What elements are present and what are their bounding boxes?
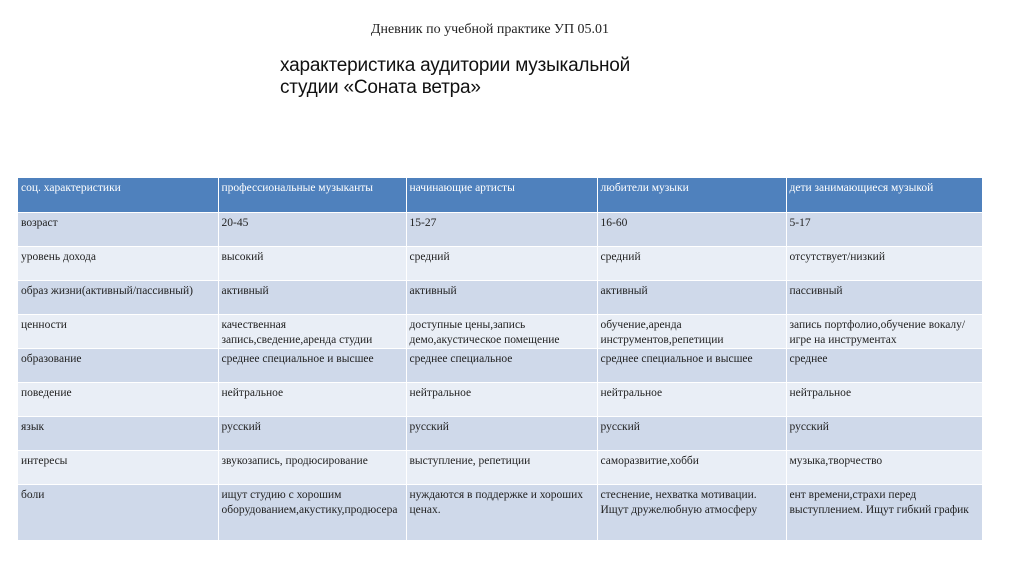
table-row [18,417,982,451]
title-line-1: характеристика аудитории музыкальной [280,55,631,76]
table-cell: среднее [786,349,982,383]
table-cell: отсутствует/низкий [786,247,982,281]
row-label: уровень дохода [18,247,218,281]
table-cell: 16-60 [597,213,786,247]
table-cell: русский [218,417,406,451]
table-cell: нейтральное [218,383,406,417]
header-cell: любители музыки [597,178,786,213]
table-header-row [18,178,982,213]
table-cell: саморазвитие,хобби [597,451,786,485]
row-label: образ жизни(активный/пассивный) [18,281,218,315]
table-cell: ент времени,страхи перед выступлением. Ищут гибкий график [786,485,982,541]
header-cell: соц. характеристики [18,178,218,213]
table-cell: качественная запись,сведение,аренда студии [218,315,406,349]
table-cell: запись портфолио,обучение вокалу/игре на инструментах [786,315,982,349]
row-label: боли [18,485,218,541]
table-cell: среднее специальное и высшее [597,349,786,383]
row-label: возраст [18,213,218,247]
table-cell: обучение,аренда инструментов,репетиции [597,315,786,349]
page-header: Дневник по учебной практике УП 05.01 [370,22,610,37]
table-cell: 15-27 [406,213,597,247]
table-cell: пассивный [786,281,982,315]
table-cell: звукозапись, продюсирование [218,451,406,485]
table-cell: активный [597,281,786,315]
table-cell: нуждаются в поддержке и хороших ценах. [406,485,597,541]
table-row [18,281,982,315]
table-cell: нейтральное [597,383,786,417]
table-row [18,213,982,247]
table-row [18,451,982,485]
table-cell: среднее специальное [406,349,597,383]
row-label: интересы [18,451,218,485]
audience-table [18,178,982,541]
row-label: образование [18,349,218,383]
table-cell: русский [406,417,597,451]
table-cell: нейтральное [786,383,982,417]
table-cell: музыка,творчество [786,451,982,485]
table-cell: нейтральное [406,383,597,417]
table-cell: среднее специальное и высшее [218,349,406,383]
row-label: поведение [18,383,218,417]
table-cell: русский [786,417,982,451]
table-cell: средний [406,247,597,281]
header-cell: профессиональные музыканты [218,178,406,213]
table-cell: доступные цены,запись демо,акустическое помещение [406,315,597,349]
table-row [18,247,982,281]
table-cell: стеснение, нехватка мотивации. Ищут дружелюбную атмосферу [597,485,786,541]
page-title [280,55,680,99]
table-row [18,485,982,541]
table-row [18,349,982,383]
table-cell: ищут студию с хорошим оборудованием,акустику,продюсера [218,485,406,541]
table-cell: активный [406,281,597,315]
header-cell: дети занимающиеся музыкой [786,178,982,213]
title-line-2: студии «Соната ветра» [280,77,481,98]
table-cell: русский [597,417,786,451]
table-cell: средний [597,247,786,281]
table-row [18,383,982,417]
table-cell: 5-17 [786,213,982,247]
table-cell: 20-45 [218,213,406,247]
table-cell: высокий [218,247,406,281]
table-cell: выступление, репетиции [406,451,597,485]
row-label: язык [18,417,218,451]
header-cell: начинающие артисты [406,178,597,213]
table-cell: активный [218,281,406,315]
row-label: ценности [18,315,218,349]
table-row [18,315,982,349]
